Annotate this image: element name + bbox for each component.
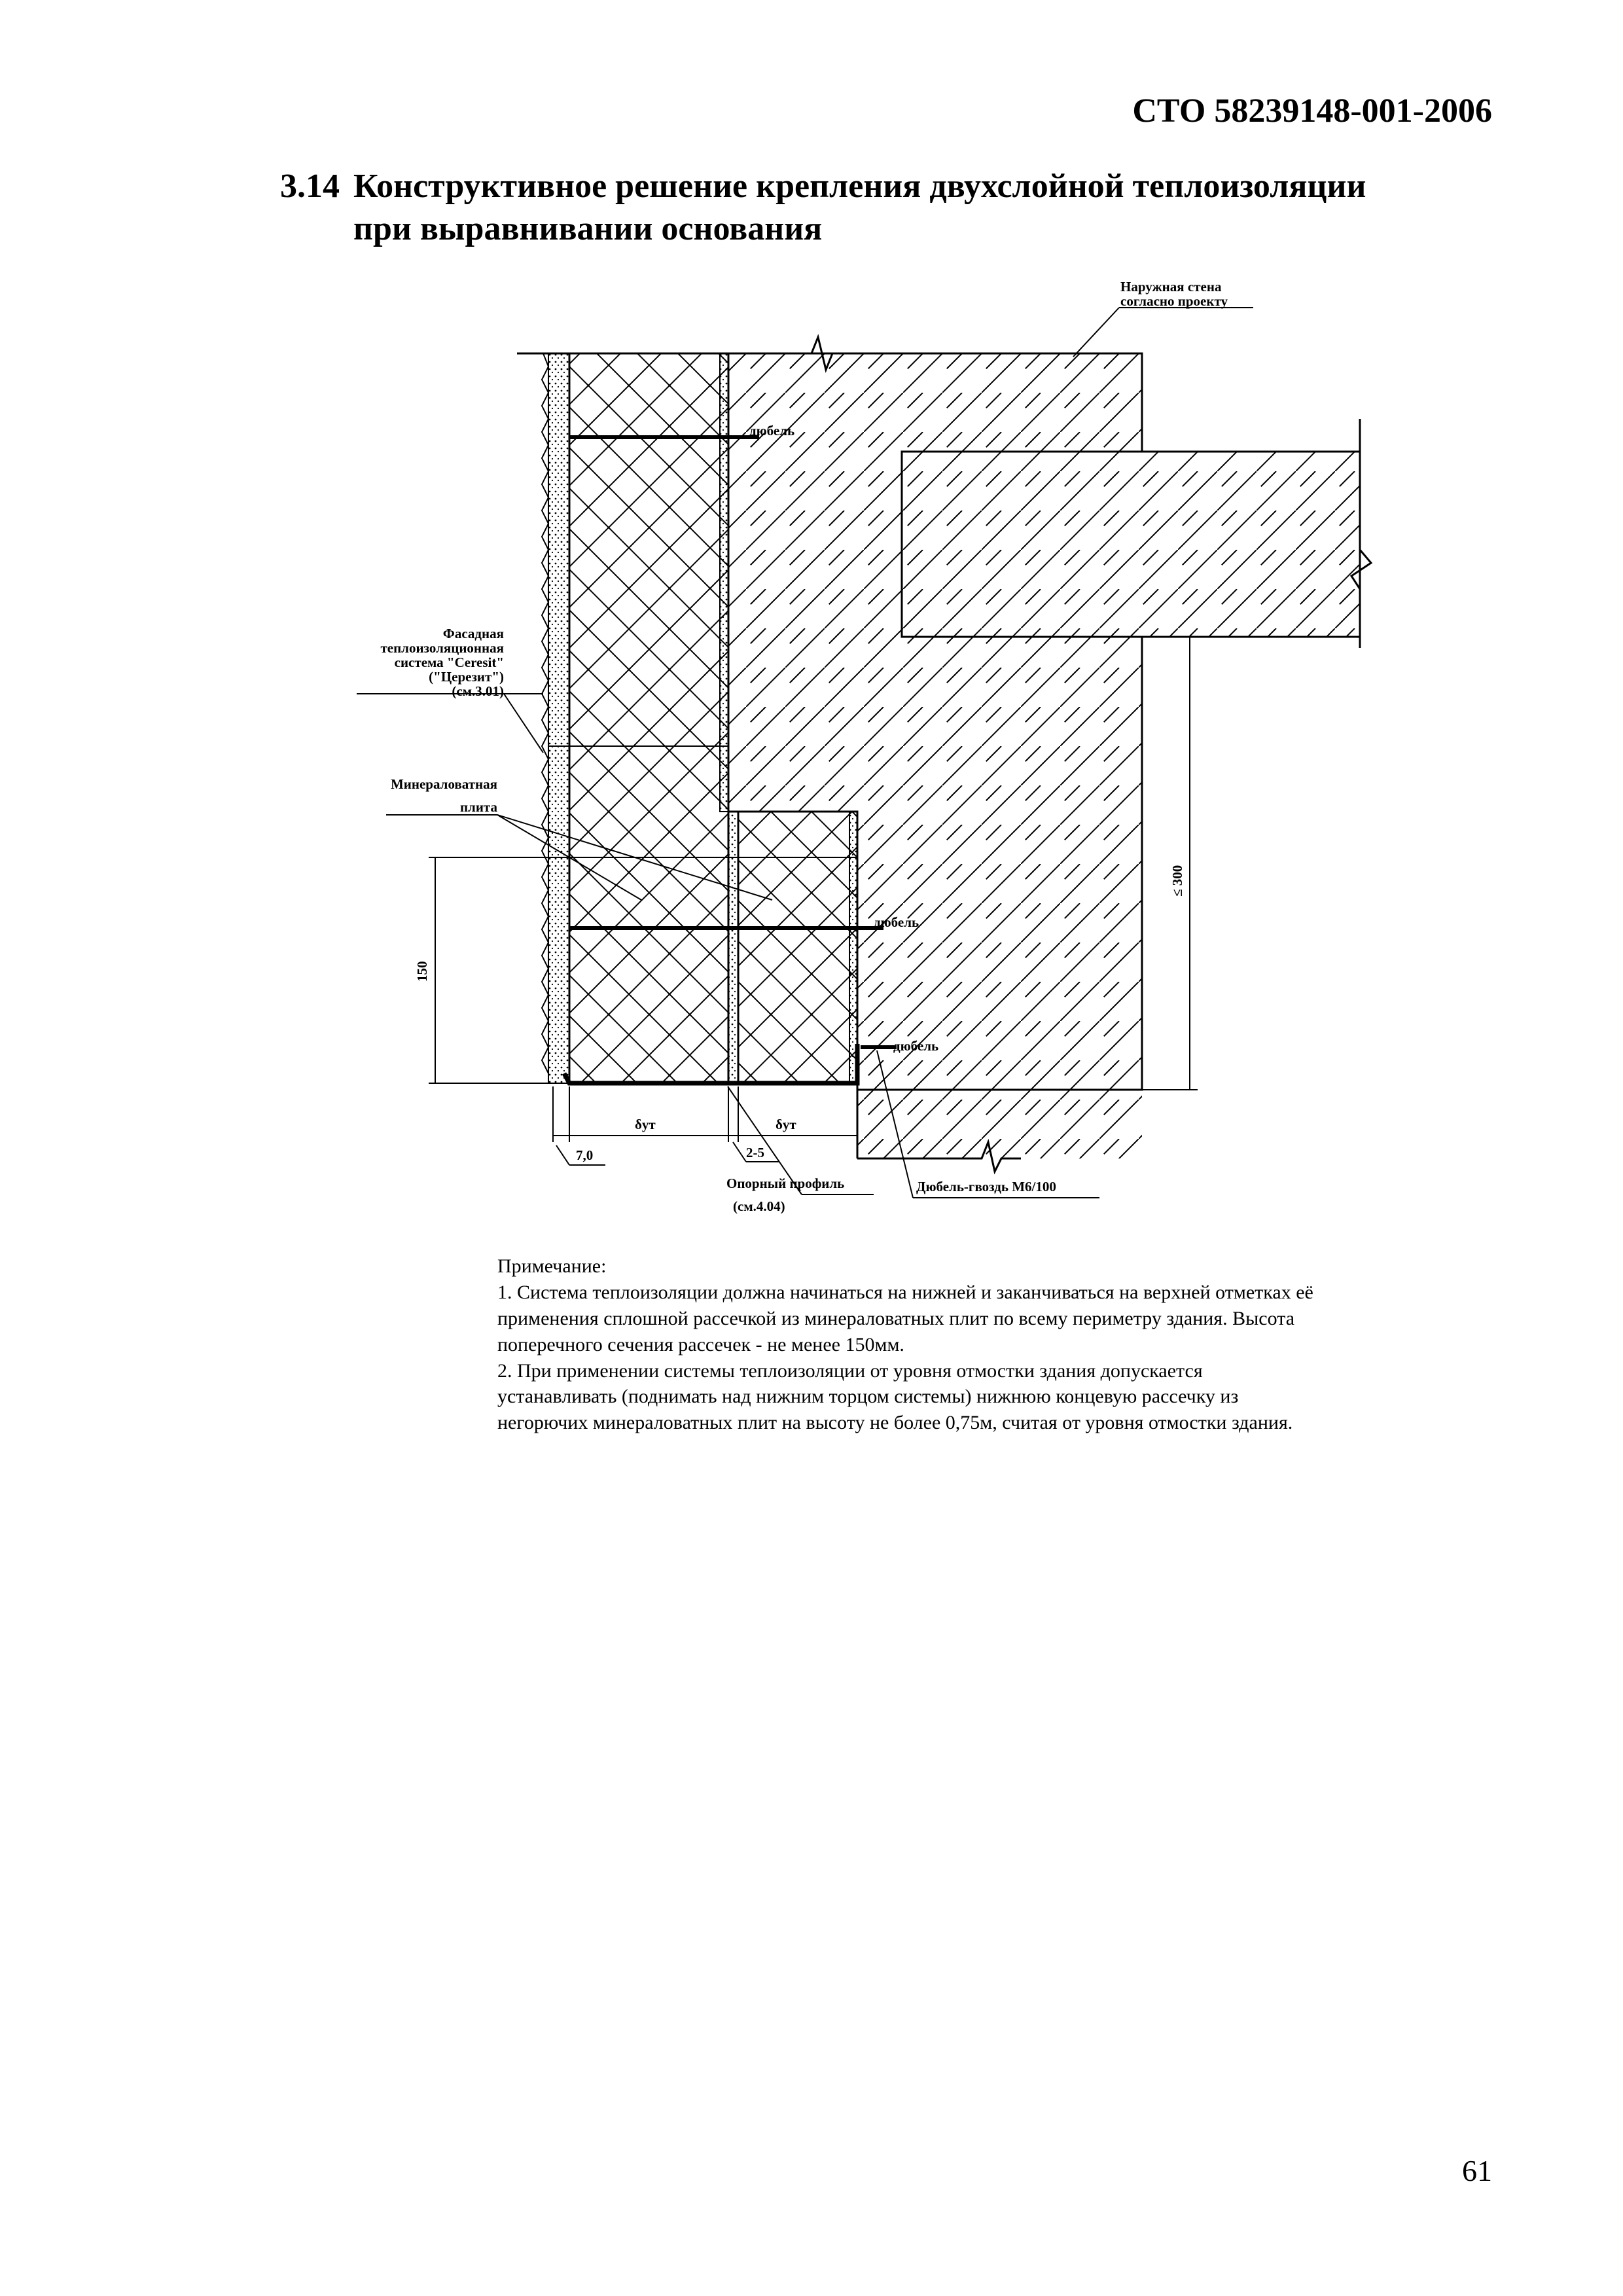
insulation-layer-outer [569, 353, 728, 1083]
label-mineral-2: плита [459, 799, 497, 815]
label-support-profile-1: Опорный профиль [726, 1175, 845, 1191]
label-facade-4: ("Церезит") [429, 669, 504, 685]
label-outer-wall-1: Наружная стена [1120, 279, 1222, 295]
page-number: 61 [1462, 2154, 1492, 2187]
adhesive-strip-3 [849, 812, 857, 1083]
note-block [497, 1253, 1322, 1436]
wall-concrete-lower [857, 1090, 1142, 1158]
section-title-line1: Конструктивное решение крепления двухслойной теплоизоляции [353, 168, 1366, 205]
label-dowel-top: дюбель [749, 423, 795, 439]
label-anchor: Дюбель-гвоздь М6/100 [916, 1179, 1056, 1194]
note-heading: Примечание: [497, 1255, 607, 1277]
note-item-2: 2. При применении системы теплоизоляции от уровня отмостки здания допускается устанавливать (поднимать над нижним торцом системы) нижнюю концевую рассечку из негорючих минераловатных плит на высоту не более 0,75м, считая от уровня отмостки здания. [497, 1359, 1293, 1434]
label-facade-2: теплоизоляционная [380, 640, 504, 656]
adhesive-strip-2 [728, 812, 738, 1083]
label-mineral-1: Минераловатная [390, 776, 497, 792]
adhesive-strip-1 [720, 353, 728, 812]
insulation-layer-inner [738, 812, 857, 1083]
dim-gap: 2-5 [746, 1145, 764, 1160]
dim-plaster: 7,0 [576, 1147, 594, 1163]
note-item-1: 1. Система теплоизоляции должна начинаться на нижней и заканчиваться на верхней отметках её применения сплошной рассечкой из минераловатных плит по всему периметру здания. Высота поперечного сечения рассечек - не менее 150мм. [497, 1281, 1313, 1355]
label-support-profile-2: (см.4.04) [733, 1198, 785, 1214]
label-dowel-low: дюбель [893, 1038, 939, 1054]
label-facade-1: Фасадная [442, 626, 504, 641]
dim-thickness-1: δут [635, 1117, 656, 1132]
section-number: 3.14 [280, 168, 340, 205]
label-outer-wall-2: согласно проекту [1120, 293, 1228, 309]
plaster-layer [548, 353, 569, 1083]
dim-height-right: ≤ 300 [1169, 865, 1185, 897]
dim-height-left: 150 [414, 961, 430, 982]
label-dowel-mid: дюбель [874, 914, 919, 930]
section-title-line2: при выравнивании основания [353, 210, 823, 247]
document-code: СТО 58239148-001-2006 [1132, 92, 1492, 130]
floor-slab [902, 452, 1360, 637]
label-facade-3: система "Ceresit" [394, 655, 504, 670]
dim-thickness-2: δут [776, 1117, 796, 1132]
label-facade-5: (см.3.01) [452, 683, 504, 699]
